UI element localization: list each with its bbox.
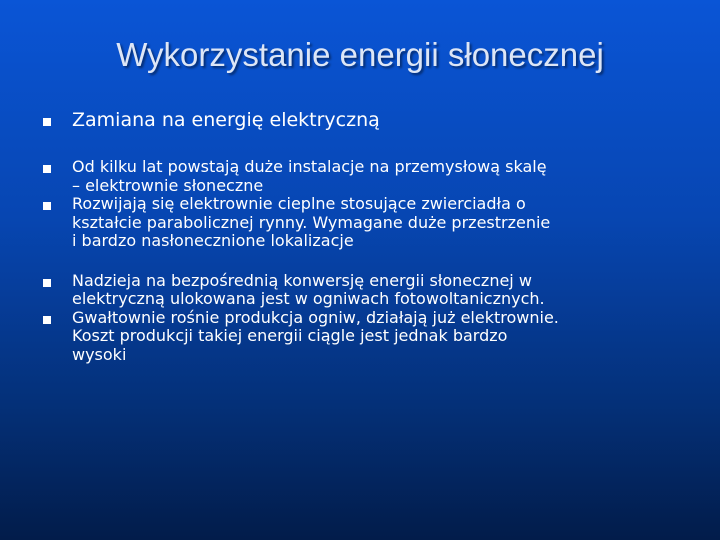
square-bullet-icon: [43, 165, 51, 173]
bullet-text: Od kilku lat powstają duże instalacje na przemysłową skalę – elektrownie słoneczne: [72, 157, 547, 195]
bullet-list: [40, 100, 700, 364]
square-bullet-icon: [43, 202, 51, 210]
square-bullet-icon: [43, 279, 51, 287]
list-item: [40, 158, 700, 195]
list-item: [40, 195, 700, 251]
square-bullet-icon: [43, 118, 51, 126]
bullet-text: Nadzieja na bezpośrednią konwersję energii słonecznej w elektryczną ulokowana jest w ogniwach fotowoltanicznych.: [72, 270, 545, 308]
slide-title: Wykorzystanie energii słonecznej: [116, 36, 604, 73]
bullet-text: Gwałtownie rośnie produkcja ogniw, działają już elektrownie. Koszt produkcji takiej energii ciągle jest jednak bardzo wysoki: [72, 307, 559, 364]
square-bullet-icon: [43, 316, 51, 324]
list-item: [40, 272, 700, 309]
list-item: [40, 108, 700, 132]
bullet-text: Rozwijają się elektrownie cieplne stosujące zwierciadła o kształcie parabolicznej rynny. Wymagane duże przestrzenie i bardzo nasłonecznione lokalizacje: [72, 194, 551, 250]
list-item: [40, 309, 700, 365]
bullet-text: Zamiana na energię elektryczną: [72, 109, 380, 131]
